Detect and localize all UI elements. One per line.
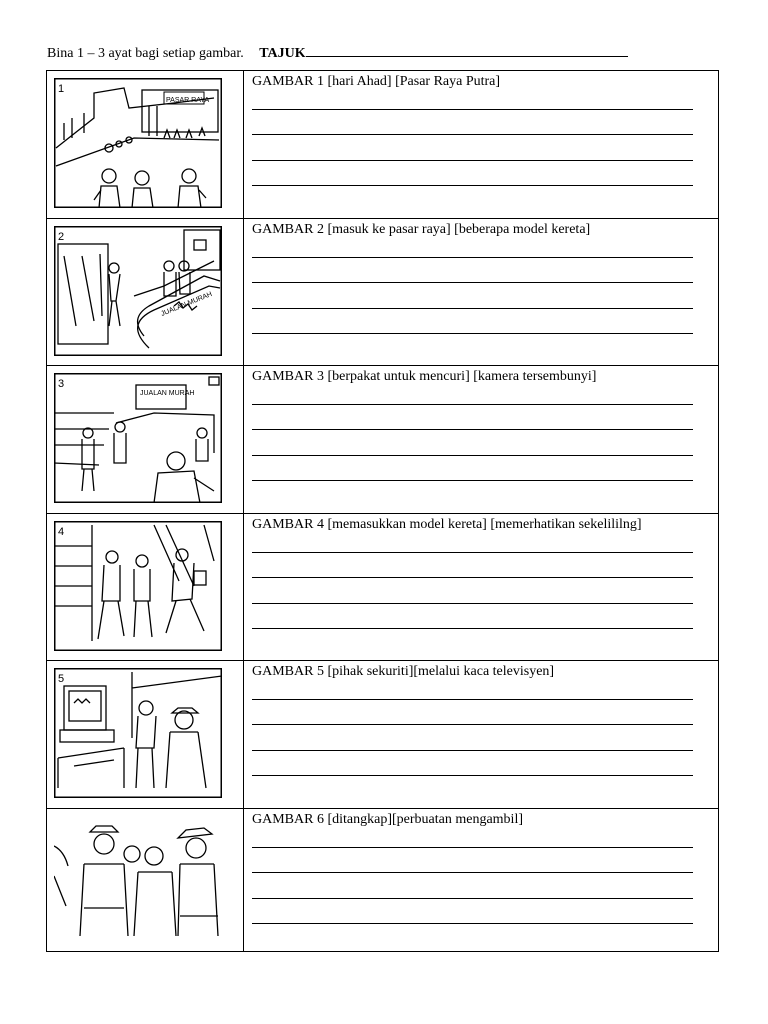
picture-5-prompt: GAMBAR 5 [pihak sekuriti][melalui kaca televisyen]	[252, 664, 555, 679]
picture-3	[47, 366, 244, 513]
worksheet-row-1	[47, 71, 718, 219]
picture-number: 5	[58, 673, 65, 685]
writing-line[interactable]	[252, 872, 693, 873]
writing-line[interactable]	[252, 724, 693, 725]
picture-number: 2	[58, 231, 65, 243]
writing-line[interactable]	[252, 847, 693, 848]
writing-line[interactable]	[252, 750, 693, 751]
writing-line[interactable]	[252, 185, 693, 186]
picture-sign-text: PASAR RAYA	[166, 97, 210, 104]
writing-line[interactable]	[252, 603, 693, 604]
worksheet-table	[46, 70, 719, 952]
writing-line[interactable]	[252, 628, 693, 629]
writing-line[interactable]	[252, 552, 693, 553]
picture-6	[47, 809, 244, 951]
writing-line[interactable]	[252, 404, 693, 405]
picture-1-prompt: GAMBAR 1 [hari Ahad] [Pasar Raya Putra]	[252, 74, 501, 89]
picture-sign-text: JUALAN MURAH	[140, 390, 195, 397]
writing-line[interactable]	[252, 257, 693, 258]
writing-line[interactable]	[252, 923, 693, 924]
writing-line[interactable]	[252, 160, 693, 161]
writing-line[interactable]	[252, 577, 693, 578]
picture-sign-text: JUALAN MURAH	[160, 290, 214, 318]
picture-5	[47, 661, 244, 808]
writing-line[interactable]	[252, 282, 693, 283]
picture-number: 3	[58, 378, 65, 390]
writing-line[interactable]	[252, 308, 693, 309]
instruction-header	[47, 43, 628, 62]
instruction-text: Bina 1 – 3 ayat bagi setiap gambar.	[47, 46, 244, 61]
picture-1	[47, 71, 244, 218]
writing-line[interactable]	[252, 333, 693, 334]
title-label: TAJUK	[259, 46, 306, 61]
worksheet-row-6	[47, 809, 718, 951]
worksheet-row-4	[47, 514, 718, 661]
picture-3-prompt: GAMBAR 3 [berpakat untuk mencuri] [kamera tersembunyi]	[252, 369, 597, 384]
picture-number: 1	[58, 83, 65, 95]
picture-6-prompt: GAMBAR 6 [ditangkap][perbuatan mengambil]	[252, 812, 523, 827]
writing-line[interactable]	[252, 455, 693, 456]
writing-line[interactable]	[252, 134, 693, 135]
picture-number: 4	[58, 526, 65, 538]
worksheet-row-2	[47, 219, 718, 366]
writing-line[interactable]	[252, 109, 693, 110]
worksheet-row-5	[47, 661, 718, 809]
picture-2	[47, 219, 244, 365]
writing-line[interactable]	[252, 898, 693, 899]
writing-line[interactable]	[252, 699, 693, 700]
writing-line[interactable]	[252, 480, 693, 481]
title-blank-line[interactable]	[306, 43, 628, 57]
writing-line[interactable]	[252, 429, 693, 430]
worksheet-row-3	[47, 366, 718, 514]
writing-line[interactable]	[252, 775, 693, 776]
picture-4	[47, 514, 244, 660]
picture-2-prompt: GAMBAR 2 [masuk ke pasar raya] [beberapa model kereta]	[252, 222, 591, 237]
picture-4-prompt: GAMBAR 4 [memasukkan model kereta] [memerhatikan sekelililng]	[252, 517, 642, 532]
